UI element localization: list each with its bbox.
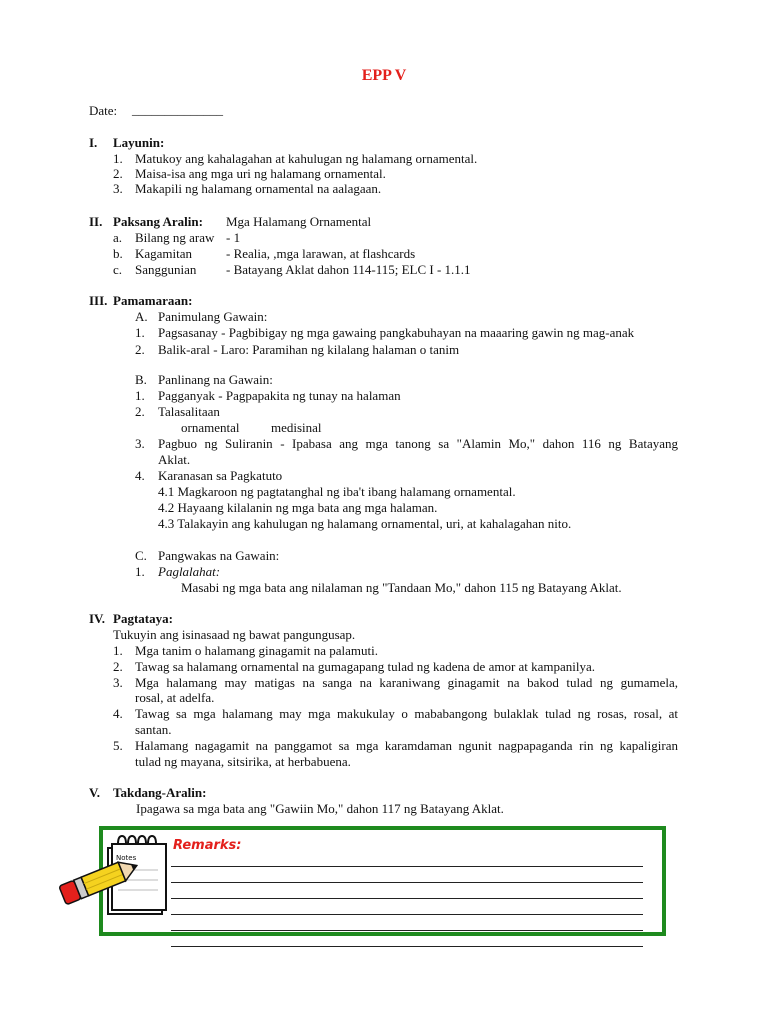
section-5-number: V. <box>89 785 100 800</box>
part-b-item-4-number: 4. <box>135 468 145 483</box>
assessment-q1-number: 1. <box>113 643 123 658</box>
section-1-number: I. <box>89 135 98 150</box>
remarks-line-6[interactable] <box>171 946 643 947</box>
assessment-q4-number: 4. <box>113 706 123 721</box>
section-2-topic: Mga Halamang Ornamental <box>226 214 372 229</box>
assessment-q3-number: 3. <box>113 675 123 690</box>
generalization-detail: Masabi ng mga bata ang nilalaman ng "Tandaan Mo," dahon 115 ng Batayang Aklat. <box>181 580 622 595</box>
section-4-number: IV. <box>89 611 106 626</box>
assessment-instruction: Tukuyin ang isinasaad ng bawat pangungusap. <box>113 627 356 642</box>
section-3-number: III. <box>89 293 108 308</box>
section-2-number: II. <box>89 214 103 229</box>
date-label: Date: <box>89 103 118 118</box>
part-a-item-1-number: 1. <box>135 325 145 340</box>
subject-c-key: Sanggunian <box>135 262 197 277</box>
remarks-line-4[interactable] <box>171 914 643 915</box>
assessment-q4-text-line-1: Tawag sa mga halamang may mga makukulay o mababangong bulaklak tulad ng rosas, rosal, at <box>135 706 678 721</box>
remarks-line-3[interactable] <box>171 898 643 899</box>
part-a-item-2-text: Balik-aral - Laro: Paramihan ng kilalang halaman o tanim <box>158 342 460 357</box>
objective-1-number: 1. <box>113 151 123 166</box>
part-b-item-1-text: Pagganyak - Pagpapakita ng tunay na halaman <box>158 388 401 403</box>
assessment-q5-text-line-2: tulad ng mayana, sitsirika, at herbabuena. <box>135 754 351 769</box>
part-c-item-1-text: Paglalahat: <box>158 564 221 579</box>
part-b-item-3-text-line-2: Aklat. <box>158 452 191 467</box>
part-c-title: Pangwakas na Gawain: <box>158 548 280 563</box>
remarks-line-1[interactable] <box>171 866 643 867</box>
subject-a-letter: a. <box>113 230 123 245</box>
section-1-heading: Layunin: <box>113 135 165 150</box>
subject-b-value: - Realia, ,mga larawan, at flashcards <box>226 246 416 261</box>
part-b-letter: B. <box>135 372 147 387</box>
page-title: EPP V <box>361 67 407 84</box>
subject-a-value: - 1 <box>226 230 241 245</box>
learning-step-4-2: 4.2 Hayaang kilalanin ng mga bata ang mga halaman. <box>158 500 438 515</box>
assessment-q2-text: Tawag sa halamang ornamental na gumagapang tulad ng kadena de amor at kampanilya. <box>135 659 596 674</box>
part-b-item-4-text: Karanasan sa Pagkatuto <box>158 468 283 483</box>
notepad-label: Notes <box>116 854 137 862</box>
objective-3-number: 3. <box>113 181 123 196</box>
part-b-item-3-text-line-1: Pagbuo ng Suliranin - Ipabasa ang mga tanong sa "Alamin Mo," dahon 116 ng Batayang <box>158 436 678 451</box>
part-b-title: Panlinang na Gawain: <box>158 372 273 387</box>
vocabulary-word-2: medisinal <box>271 420 322 435</box>
assessment-q3-text-line-1: Mga halamang may matigas na sanga na karaniwang ginagamit na bakod tulad ng gumamela, <box>135 675 678 690</box>
assignment-text: Ipagawa sa mga bata ang "Gawiin Mo," dahon 117 ng Batayang Aklat. <box>136 801 504 816</box>
objective-3-text: Makapili ng halamang ornamental na aalagaan. <box>135 181 382 196</box>
part-c-letter: C. <box>135 548 147 563</box>
assessment-q5-text-line-1: Halamang nagagamit na panggamot sa mga karamdaman ngunit nagpapaganda rin ng kapaligiran <box>135 738 678 753</box>
subject-a-key: Bilang ng araw <box>135 230 215 245</box>
learning-step-4-1: 4.1 Magkaroon ng pagtatanghal ng iba't ibang halamang ornamental. <box>158 484 516 499</box>
section-4-heading: Pagtataya: <box>113 611 173 626</box>
subject-b-letter: b. <box>113 246 123 261</box>
objective-2-number: 2. <box>113 166 123 181</box>
assessment-q5-number: 5. <box>113 738 123 753</box>
notepad-pencil-icon <box>56 830 168 930</box>
part-b-item-1-number: 1. <box>135 388 145 403</box>
part-a-item-2-number: 2. <box>135 342 145 357</box>
remarks-line-5[interactable] <box>171 930 643 931</box>
part-b-item-3-number: 3. <box>135 436 145 451</box>
part-a-title: Panimulang Gawain: <box>158 309 268 324</box>
assessment-q1-text: Mga tanim o halamang ginagamit na palamuti. <box>135 643 378 658</box>
assessment-q2-number: 2. <box>113 659 123 674</box>
section-3-heading: Pamamaraan: <box>113 293 193 308</box>
section-5-heading: Takdang-Aralin: <box>113 785 207 800</box>
part-b-item-2-number: 2. <box>135 404 145 419</box>
subject-c-letter: c. <box>113 262 123 277</box>
vocabulary-word-1: ornamental <box>181 420 240 435</box>
subject-b-key: Kagamitan <box>135 246 193 261</box>
objective-2-text: Maisa-isa ang mga uri ng halamang ornamental. <box>135 166 386 181</box>
remarks-line-2[interactable] <box>171 882 643 883</box>
learning-step-4-3: 4.3 Talakayin ang kahulugan ng halamang ornamental, uri, at kahalagahan nito. <box>158 516 572 531</box>
date-blank: ______________ <box>132 102 223 117</box>
assessment-q4-text-line-2: santan. <box>135 722 172 737</box>
part-a-letter: A. <box>135 309 148 324</box>
part-b-item-2-text: Talasalitaan <box>158 404 220 419</box>
assessment-q3-text-line-2: rosal, at adelfa. <box>135 690 215 705</box>
part-c-item-1-number: 1. <box>135 564 145 579</box>
subject-c-value: - Batayang Aklat dahon 114-115; ELC I - 1.1.1 <box>226 262 471 277</box>
objective-1-text: Matukoy ang kahalagahan at kahulugan ng halamang ornamental. <box>135 151 478 166</box>
section-2-heading: Paksang Aralin: <box>113 214 203 229</box>
remarks-label: Remarks: <box>173 838 242 853</box>
part-a-item-1-text: Pagsasanay - Pagbibigay ng mga gawaing pangkabuhayan na maaaring gawin ng mag-anak <box>158 325 635 340</box>
